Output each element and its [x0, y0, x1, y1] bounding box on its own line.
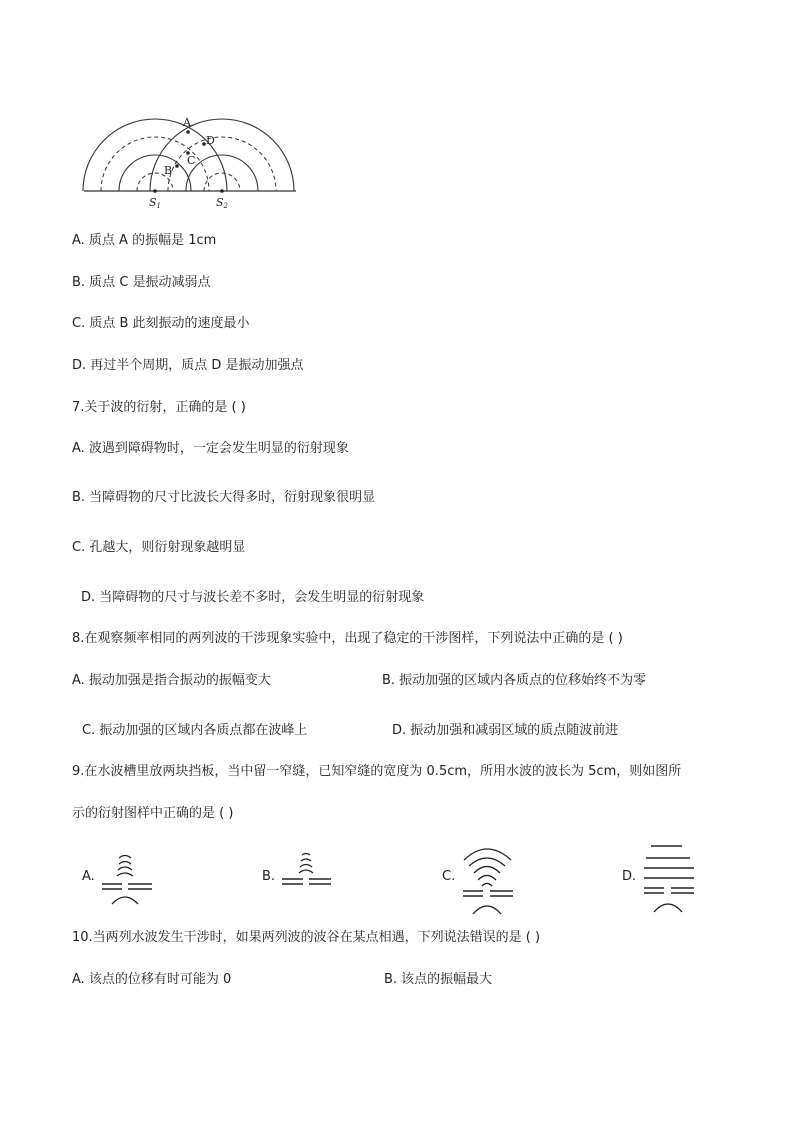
q10-option-a: A. 该点的位移有时可能为 0: [72, 972, 232, 987]
q9-option-b-label: B.: [262, 869, 276, 884]
q10-option-b: B. 该点的振幅最大: [384, 972, 493, 987]
label-s2: S2: [216, 196, 229, 210]
q9-option-b-figure: [278, 846, 338, 908]
q10-stem: 10.当两列水波发生干涉时，如果两列波的波谷在某点相遇，下列说法错误的是 ( ): [72, 930, 541, 945]
q6-option-d: D. 再过半个周期，质点 D 是振动加强点: [72, 358, 304, 373]
q9-option-c-figure: [459, 838, 519, 918]
q8-option-d: D. 振动加强和减弱区域的质点随波前进: [392, 723, 619, 738]
q9-option-a-label: A.: [82, 869, 95, 884]
label-s1: S1: [149, 196, 162, 210]
q9-stem-line1: 9.在水波槽里放两块挡板，当中留一窄缝，已知窄缝的宽度为 0.5cm，所用水波的波长为 5cm，则如图所: [72, 764, 682, 779]
q7-option-d: D. 当障碍物的尺寸与波长差不多时，会发生明显的衍射现象: [81, 590, 425, 605]
q8-stem: 8.在观察频率相同的两列波的干涉现象实验中，出现了稳定的干涉图样，下列说法中正确的是 ( ): [72, 631, 623, 646]
q7-option-a: A. 波遇到障碍物时，一定会发生明显的衍射现象: [72, 441, 349, 456]
q7-option-b: B. 当障碍物的尺寸比波长大得多时，衍射现象很明显: [72, 490, 376, 505]
label-d: D: [206, 134, 215, 147]
q7-option-c: C. 孔越大，则衍射现象越明显: [72, 540, 246, 555]
q6-option-c: C. 质点 B 此刻振动的速度最小: [72, 316, 250, 331]
q8-option-b: B. 振动加强的区域内各质点的位移始终不为零: [382, 673, 647, 688]
label-c: C: [187, 154, 196, 167]
q9-option-d-figure: [640, 840, 700, 916]
q9-stem-line2: 示的衍射图样中正确的是 ( ): [72, 806, 234, 821]
q9-option-d-label: D.: [622, 869, 637, 884]
label-a: A: [183, 116, 191, 129]
q8-option-c: C. 振动加强的区域内各质点都在波峰上: [82, 723, 308, 738]
q6-option-a: A. 质点 A 的振幅是 1cm: [72, 233, 217, 248]
q8-option-a: A. 振动加强是指合振动的振幅变大: [72, 673, 271, 688]
q9-option-c-label: C.: [442, 869, 456, 884]
interference-figure: [80, 110, 300, 210]
q9-option-a-figure: [98, 846, 158, 908]
q7-stem: 7.关于波的衍射，正确的是 ( ): [72, 400, 246, 415]
label-b: B: [164, 164, 173, 177]
q6-option-b: B. 质点 C 是振动减弱点: [72, 275, 211, 290]
